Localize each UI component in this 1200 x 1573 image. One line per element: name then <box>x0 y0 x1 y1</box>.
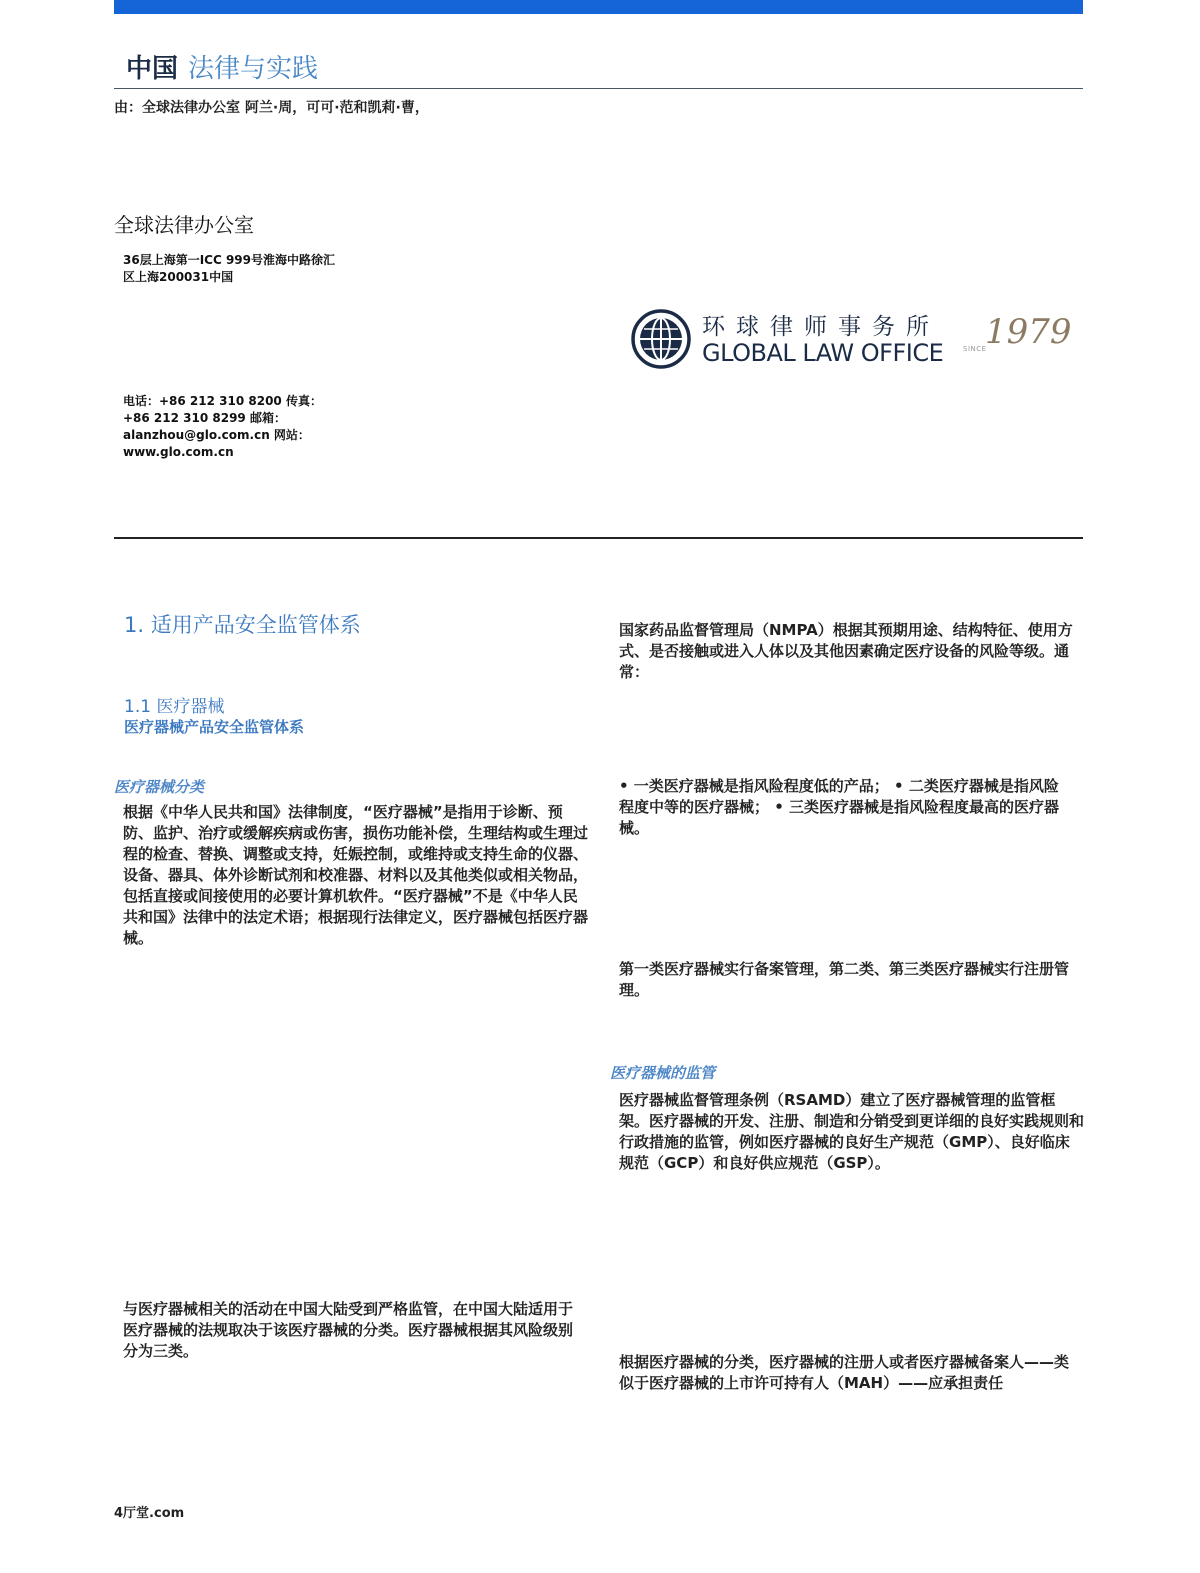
header-divider <box>114 88 1083 89</box>
subsection-subheading: 医疗器械产品安全监管体系 <box>124 718 305 736</box>
logo-year: 1979 <box>985 312 1072 352</box>
top-accent-bar <box>114 0 1083 14</box>
logo-since-label: SINCE <box>963 345 987 353</box>
firm-logo <box>628 306 1072 374</box>
definition-paragraph: 根据《中华人民共和国》法律制度，“医疗器械”是指用于诊断、预防、监护、治疗或缓解疾病或伤害，损伤功能补偿，生理结构或生理过程的检查、替换、调整或支持，妊娠控制，或维持或支持生命的仪器、设备、器具、体外诊断试剂和校准器、材料以及其他类似或相关物品，包括直接或间接使用的必要计算机软件。“医疗器械”不是《中华人民共和国》法律中的法定术语；根据现行法律定义，医疗器械包括医疗器械。 <box>123 803 589 947</box>
firm-name: 全球法律办公室 <box>114 213 254 237</box>
activities-paragraph: 与医疗器械相关的活动在中国大陆受到严格监管，在中国大陆适用于医疗器械的法规取决于该医疗器械的分类。医疗器械根据其风险级别分为三类。 <box>123 1300 574 1360</box>
author-byline: 由：全球法律办公室 阿兰·周，可可·范和凯莉·曹， <box>114 100 429 116</box>
title-subtitle: 法律与实践 <box>188 54 319 84</box>
section-heading: 1. 适用产品安全监管体系 <box>124 613 361 637</box>
classification-heading: 医疗器械分类 <box>114 778 205 796</box>
logo-english-name: GLOBAL LAW OFFICE <box>702 339 944 367</box>
firm-address: 36层上海第一ICC 999号淮海中路徐汇区上海200031中国 <box>123 253 336 284</box>
title-country: 中国 <box>126 54 179 84</box>
firm-contact: 电话：+86 212 310 8200 传真：+86 212 310 8299 邮箱：alanzhou@glo.com.cn 网站：www.glo.com.cn <box>123 394 322 459</box>
classes-paragraph: • 一类医疗器械是指风险程度低的产品； • 二类医疗器械是指风险程度中等的医疗器械； • 三类医疗器械是指风险程度最高的医疗器械。 <box>619 777 1060 837</box>
rsamd-paragraph: 医疗器械监督管理条例（RSAMD）建立了医疗器械管理的监管框架。医疗器械的开发、注册、制造和分销受到更详细的良好实践规则和行政措施的监管，例如医疗器械的良好生产规范（GMP）、良好临床规范（GCP）和良好供应规范（GSP）。 <box>619 1091 1085 1172</box>
section-divider <box>114 537 1083 539</box>
page-footer: 4厅堂.com <box>114 1506 185 1521</box>
globe-icon <box>630 308 692 370</box>
logo-chinese-name: 环球律师事务所 <box>702 314 940 340</box>
supervision-heading: 医疗器械的监管 <box>610 1064 716 1082</box>
subsection-heading: 1.1 医疗器械 <box>124 697 225 717</box>
page-title <box>126 48 318 85</box>
nmpa-paragraph: 国家药品监督管理局（NMPA）根据其预期用途、结构特征、使用方式、是否接触或进入人体以及其他因素确定医疗设备的风险等级。通常： <box>619 621 1073 681</box>
mah-paragraph: 根据医疗器械的分类，医疗器械的注册人或者医疗器械备案人——类似于医疗器械的上市许可持有人（MAH）——应承担责任 <box>619 1353 1070 1392</box>
filing-paragraph: 第一类医疗器械实行备案管理，第二类、第三类医疗器械实行注册管理。 <box>619 960 1070 999</box>
